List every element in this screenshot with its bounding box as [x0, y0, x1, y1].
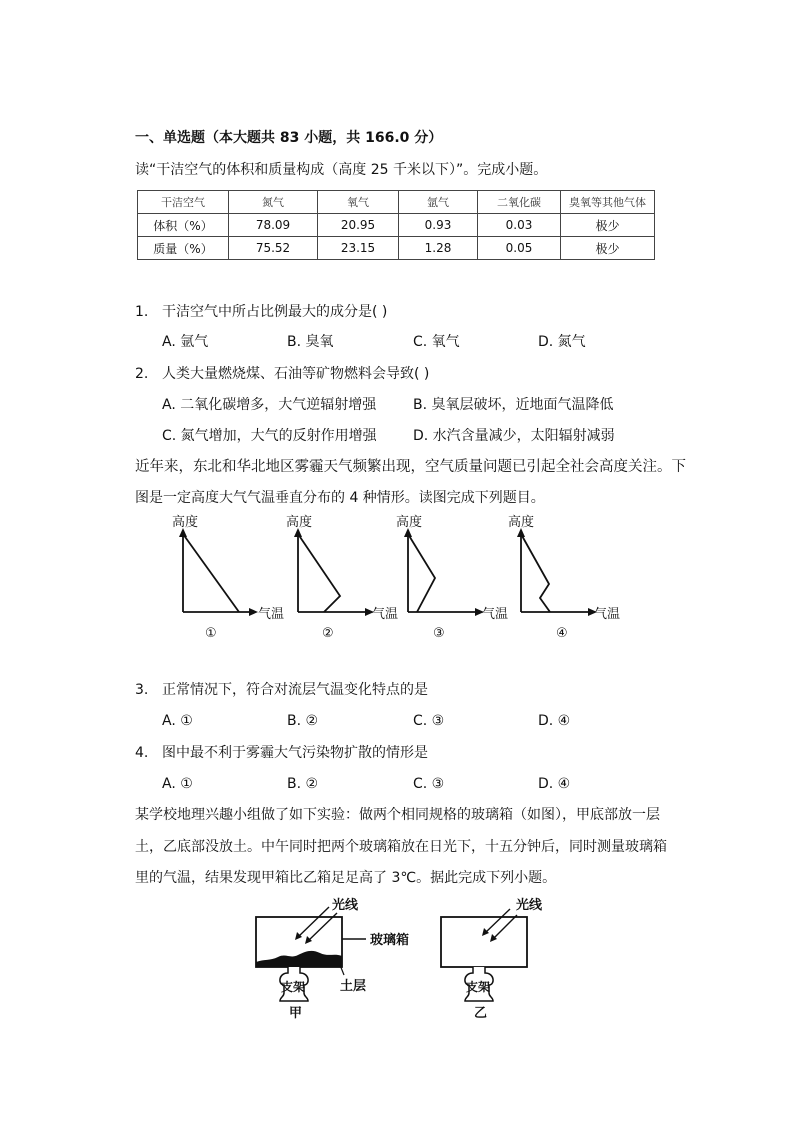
- question-2-number: 2.: [135, 366, 149, 382]
- graph-4-curve: [521, 534, 550, 612]
- table-cell: 极少: [561, 237, 655, 260]
- box-a-label: 甲: [289, 1006, 303, 1021]
- intro-text-2-line-2: 图是一定高度大气气温垂直分布的 4 种情形。读图完成下列题目。: [135, 490, 545, 506]
- graph-1-y-label: 高度: [172, 515, 199, 530]
- question-3-option-b[interactable]: B. ②: [287, 713, 319, 729]
- question-1-option-c[interactable]: C. 氧气: [413, 334, 460, 350]
- table-header-cell: 干洁空气: [138, 191, 229, 214]
- table-cell: 0.05: [478, 237, 561, 260]
- graph-3-x-label: 气温: [482, 607, 509, 622]
- box-a-stand-label: 支架: [281, 980, 306, 994]
- table-cell: 体积（%）: [138, 214, 229, 237]
- graph-3-curve: [408, 534, 435, 612]
- temperature-profile-figure: [160, 510, 630, 650]
- question-3-option-a[interactable]: A. ①: [162, 713, 193, 729]
- table-cell: 78.09: [229, 214, 318, 237]
- graph-1-curve: [183, 534, 239, 612]
- graph-1-x-label: 气温: [258, 607, 285, 622]
- graph-3-label: ③: [433, 626, 445, 641]
- question-1-number: 1.: [135, 304, 149, 320]
- soil-layer: [256, 951, 342, 967]
- box-b-light-rays: [485, 909, 517, 939]
- soil-label: 土层: [340, 979, 367, 994]
- graph-2-curve: [298, 534, 340, 612]
- box-a-light-label: 光线: [332, 898, 359, 913]
- table-header-cell: 二氧化碳: [478, 191, 561, 214]
- table-cell: 1.28: [399, 237, 478, 260]
- table-header-cell: 氧气: [318, 191, 399, 214]
- table-cell: 0.03: [478, 214, 561, 237]
- question-3-number: 3.: [135, 682, 149, 698]
- question-2-option-b[interactable]: B. 臭氧层破坏，近地面气温降低: [413, 397, 614, 413]
- table-cell: 0.93: [399, 214, 478, 237]
- box-b-label: 乙: [474, 1006, 488, 1021]
- box-b-light-label: 光线: [516, 898, 543, 913]
- intro-text-3-line-1: 某学校地理兴趣小组做了如下实验：做两个相同规格的玻璃箱（如图），甲底部放一层: [135, 807, 660, 823]
- table-row: [138, 237, 655, 260]
- arrow-icon: [249, 608, 258, 616]
- graph-2-label: ②: [322, 626, 334, 641]
- table-cell: 20.95: [318, 214, 399, 237]
- question-2-option-c[interactable]: C. 氮气增加，大气的反射作用增强: [162, 428, 377, 444]
- question-2-text: 人类大量燃烧煤、石油等矿物燃料会导致( ): [162, 366, 430, 382]
- question-4-number: 4.: [135, 745, 149, 761]
- glass-box-label: 玻璃箱: [370, 933, 410, 948]
- intro-text-3-line-3: 里的气温，结果发现甲箱比乙箱足足高了 3℃。据此完成下列小题。: [135, 870, 557, 886]
- table-row: [138, 214, 655, 237]
- table-header-cell: 氮气: [229, 191, 318, 214]
- graph-2-x-label: 气温: [372, 607, 399, 622]
- intro-text-1: 读“干洁空气的体积和质量构成（高度 25 千米以下）”。完成小题。: [135, 162, 548, 178]
- question-3-text: 正常情况下，符合对流层气温变化特点的是: [162, 682, 428, 698]
- table-header-cell: 臭氧等其他气体: [561, 191, 655, 214]
- graph-3-y-label: 高度: [396, 515, 423, 530]
- graph-2-y-label: 高度: [286, 515, 313, 530]
- table-cell: 极少: [561, 214, 655, 237]
- table-header-cell: 氩气: [399, 191, 478, 214]
- question-4-text: 图中最不利于雾霾大气污染物扩散的情形是: [162, 745, 428, 761]
- question-4-option-b[interactable]: B. ②: [287, 776, 319, 792]
- question-4-option-c[interactable]: C. ③: [413, 776, 445, 792]
- question-3-option-c[interactable]: C. ③: [413, 713, 445, 729]
- graph-4-label: ④: [556, 626, 568, 641]
- question-2-option-d[interactable]: D. 水汽含量减少，太阳辐射减弱: [413, 428, 615, 444]
- intro-text-2-line-1: 近年来，东北和华北地区雾霾天气频繁出现，空气质量问题已引起全社会高度关注。下: [135, 459, 686, 475]
- table-header-row: [138, 191, 655, 214]
- question-1-option-b[interactable]: B. 臭氧: [287, 334, 334, 350]
- table-cell: 23.15: [318, 237, 399, 260]
- question-4-option-a[interactable]: A. ①: [162, 776, 193, 792]
- box-b-stand-label: 支架: [466, 980, 491, 994]
- section-title: 一、单选题（本大题共 83 小题，共 166.0 分）: [135, 130, 443, 146]
- question-4-option-d[interactable]: D. ④: [538, 776, 571, 792]
- air-composition-table: [137, 190, 655, 260]
- glass-box-experiment-figure: [240, 893, 550, 1023]
- question-1-text: 干洁空气中所占比例最大的成分是( ): [162, 304, 388, 320]
- box-b-outline: [441, 917, 527, 967]
- intro-text-3-line-2: 土，乙底部没放土。中午同时把两个玻璃箱放在日光下，十五分钟后，同时测量玻璃箱: [135, 839, 667, 855]
- table-cell: 75.52: [229, 237, 318, 260]
- graph-1-label: ①: [205, 626, 217, 641]
- graph-4-x-label: 气温: [594, 607, 621, 622]
- graph-arrows: [179, 528, 597, 616]
- question-2-option-a[interactable]: A. 二氧化碳增多，大气逆辐射增强: [162, 397, 377, 413]
- question-1-option-a[interactable]: A. 氩气: [162, 334, 209, 350]
- table-cell: 质量（%）: [138, 237, 229, 260]
- graph-lines: [183, 534, 591, 612]
- question-1-option-d[interactable]: D. 氮气: [538, 334, 586, 350]
- graph-4-y-label: 高度: [508, 515, 535, 530]
- question-3-option-d[interactable]: D. ④: [538, 713, 571, 729]
